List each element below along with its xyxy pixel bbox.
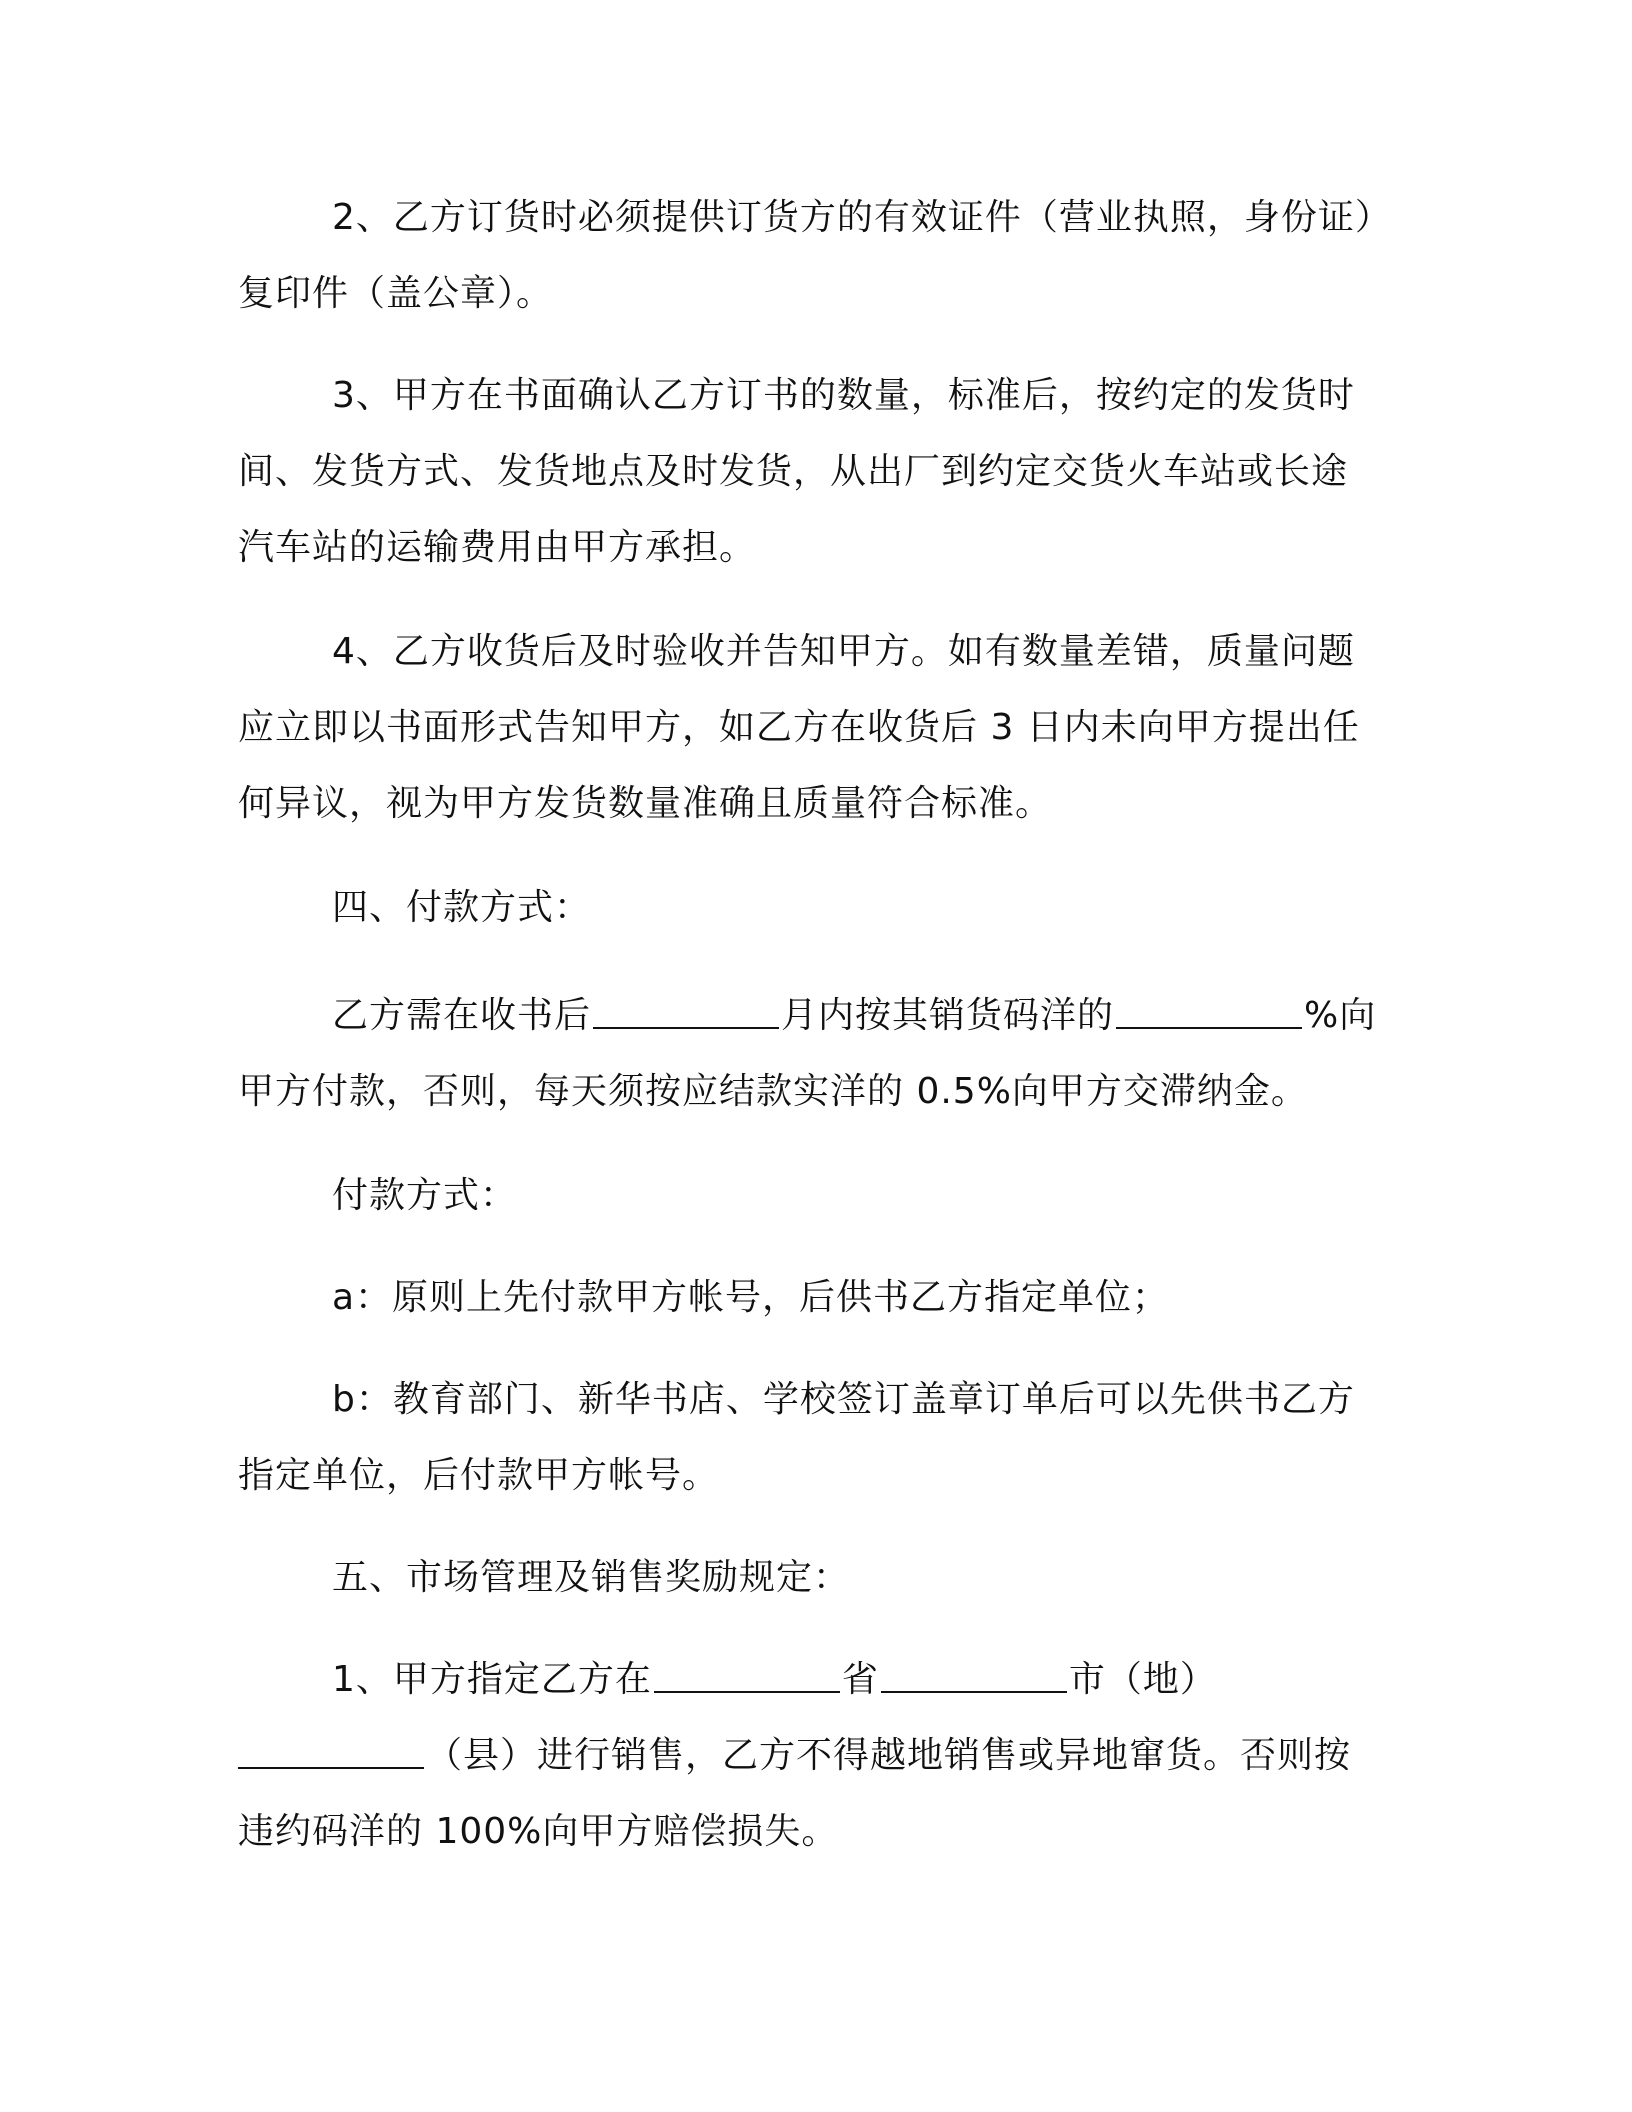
clause-5-1-text-b: 省 — [841, 1659, 879, 1700]
section-4-heading — [238, 870, 1388, 946]
clause-5-1-line-1 — [238, 1642, 1388, 1718]
clause-2 — [238, 180, 1392, 332]
payment-clause — [238, 978, 1388, 1130]
method-b — [238, 1362, 1388, 1514]
clause-4-line-3: 何异议，视为甲方发货数量准确且质量符合标准。 — [238, 783, 1053, 824]
clause-5-1-line-2 — [238, 1718, 1388, 1794]
payment-method-heading — [238, 1158, 1388, 1234]
clause-2-line-1: 2、乙方订货时必须提供订货方的有效证件（营业执照，身份证） — [332, 197, 1392, 238]
payment-text-b: 月内按其销货码洋的 — [781, 995, 1115, 1036]
method-b-line-2: 指定单位，后付款甲方帐号。 — [238, 1455, 720, 1496]
section-5-title: 五、市场管理及销售奖励规定： — [332, 1557, 851, 1598]
payment-text-c: %向 — [1304, 995, 1377, 1036]
method-a — [238, 1260, 1388, 1336]
county-blank — [238, 1737, 424, 1769]
payment-text-a: 乙方需在收书后 — [332, 995, 592, 1036]
clause-5-1-line-3: 违约码洋的 100%向甲方赔偿损失。 — [238, 1811, 839, 1852]
clause-4 — [238, 614, 1388, 842]
clause-5-1-text-a: 1、甲方指定乙方在 — [332, 1659, 652, 1700]
clause-3-line-3: 汽车站的运输费用由甲方承担。 — [238, 527, 757, 568]
clause-5-1 — [238, 1642, 1388, 1870]
clause-4-line-2: 应立即以书面形式告知甲方，如乙方在收货后 3 日内未向甲方提出任 — [238, 707, 1360, 748]
method-a-line: a：原则上先付款甲方帐号，后供书乙方指定单位； — [332, 1277, 1170, 1318]
section-5-heading — [238, 1540, 1388, 1616]
city-blank — [881, 1661, 1067, 1693]
clause-2-line-2: 复印件（盖公章）。 — [238, 273, 554, 314]
clause-5-1-text-d: （县）进行销售，乙方不得越地销售或异地窜货。否则按 — [426, 1735, 1352, 1776]
clause-3 — [238, 358, 1388, 586]
clause-4-line-1: 4、乙方收货后及时验收并告知甲方。如有数量差错，质量问题 — [332, 631, 1355, 672]
payment-method-title: 付款方式： — [332, 1175, 518, 1216]
payment-clause-line-2: 甲方付款，否则，每天须按应结款实洋的 0.5%向甲方交滞纳金。 — [238, 1071, 1308, 1112]
clause-5-1-text-c: 市（地） — [1068, 1659, 1217, 1700]
percent-blank — [1116, 997, 1302, 1029]
clause-3-line-1: 3、甲方在书面确认乙方订书的数量，标准后，按约定的发货时 — [332, 375, 1355, 416]
clause-3-line-2: 间、发货方式、发货地点及时发货，从出厂到约定交货火车站或长途 — [238, 451, 1349, 492]
province-blank — [654, 1661, 840, 1693]
method-b-line-1: b：教育部门、新华书店、学校签订盖章订单后可以先供书乙方 — [332, 1379, 1355, 1420]
payment-clause-line-1 — [238, 978, 1388, 1054]
section-4-title: 四、付款方式： — [332, 887, 592, 928]
months-blank — [593, 997, 779, 1029]
